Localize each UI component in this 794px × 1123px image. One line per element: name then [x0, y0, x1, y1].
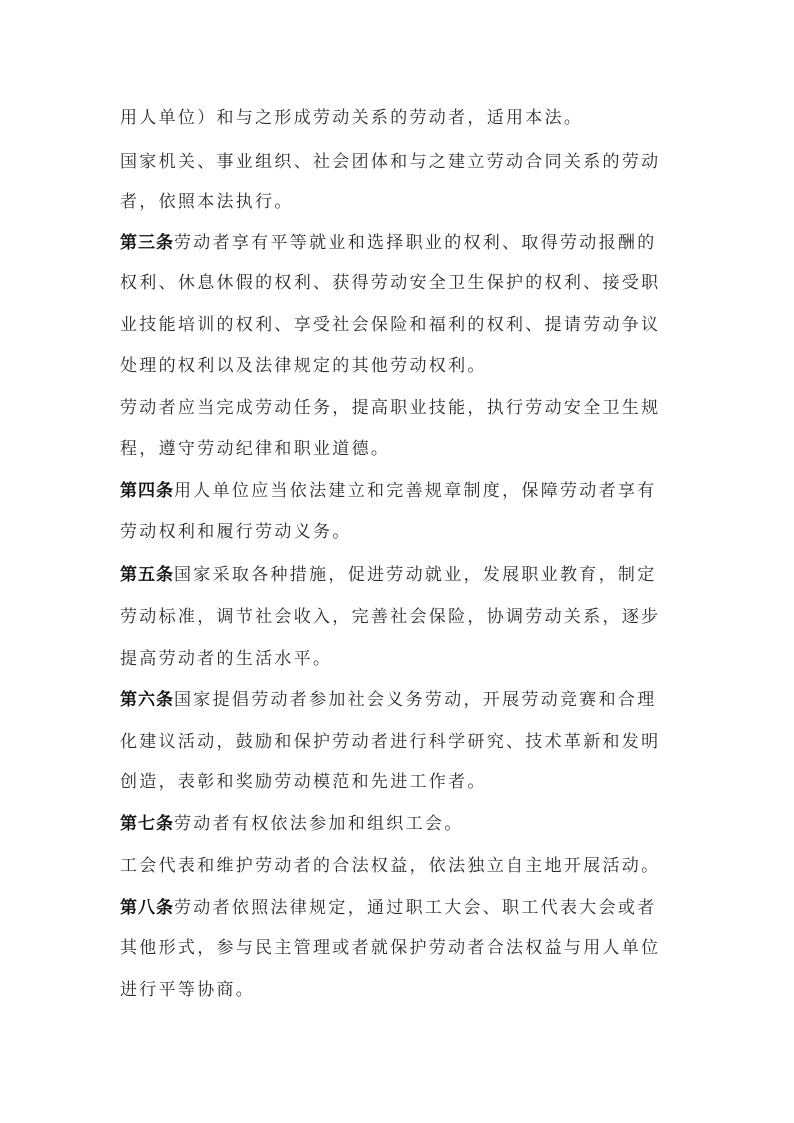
text-line	[120, 106, 583, 130]
text-line	[120, 854, 660, 878]
text-line	[120, 396, 660, 420]
text-line	[120, 936, 660, 960]
text-line	[120, 437, 390, 461]
line-text: 进行平等协商。	[120, 980, 256, 1000]
text-line	[120, 354, 487, 378]
line-text: 权利、休息休假的权利、获得劳动安全卫生保护的权利、接受职	[120, 273, 661, 293]
line-text: 劳动权利和履行劳动义务。	[120, 522, 352, 542]
line-text: 提高劳动者的生活水平。	[120, 649, 333, 669]
text-line	[120, 730, 660, 754]
line-text: 用人单位）和与之形成劳动关系的劳动者，适用本法。	[120, 108, 584, 128]
text-line	[120, 520, 352, 544]
line-text: 劳动者享有平等就业和选择职业的权利、取得劳动报酬的	[174, 233, 657, 253]
article-number: 第七条	[120, 814, 174, 834]
line-text: 者，依照本法执行。	[120, 192, 294, 212]
line-text: 其他形式，参与民主管理或者就保护劳动者合法权益与用人单位	[120, 938, 661, 958]
article-number: 第四条	[120, 481, 174, 501]
text-line	[120, 770, 487, 794]
line-text: 用人单位应当依法建立和完善规章制度，保障劳动者享有	[174, 481, 657, 501]
article-number: 第三条	[120, 233, 174, 253]
article-number: 第八条	[120, 898, 174, 918]
text-line	[120, 479, 657, 503]
line-text: 劳动者有权依法参加和组织工会。	[174, 814, 464, 834]
line-text: 创造，表彰和奖励劳动模范和先进工作者。	[120, 772, 487, 792]
text-line	[120, 896, 657, 920]
line-text: 处理的权利以及法律规定的其他劳动权利。	[120, 356, 487, 376]
text-line	[120, 271, 660, 295]
text-line	[120, 647, 332, 671]
line-text: 国家机关、事业组织、社会团体和与之建立劳动合同关系的劳动	[120, 152, 661, 172]
text-line	[120, 812, 464, 836]
text-line	[120, 231, 657, 255]
line-text: 国家采取各种措施，促进劳动就业，发展职业教育，制定	[174, 565, 657, 585]
line-text: 劳动者依照法律规定，通过职工大会、职工代表大会或者	[174, 898, 657, 918]
line-text: 工会代表和维护劳动者的合法权益，依法独立自主地开展活动。	[120, 856, 661, 876]
text-line	[120, 978, 255, 1002]
article-number: 第五条	[120, 565, 174, 585]
line-text: 程，遵守劳动纪律和职业道德。	[120, 439, 391, 459]
line-text: 劳动者应当完成劳动任务，提高职业技能，执行劳动安全卫生规	[120, 398, 661, 418]
line-text: 国家提倡劳动者参加社会义务劳动，开展劳动竞赛和合理	[174, 690, 657, 710]
text-line	[120, 563, 657, 587]
line-text: 化建议活动，鼓励和保护劳动者进行科学研究、技术革新和发明	[120, 732, 661, 752]
article-number: 第六条	[120, 690, 174, 710]
text-line	[120, 190, 294, 214]
text-line	[120, 688, 657, 712]
text-line	[120, 150, 660, 174]
line-text: 业技能培训的权利、享受社会保险和福利的权利、提请劳动争议	[120, 315, 661, 335]
text-line	[120, 313, 660, 337]
text-line	[120, 605, 660, 629]
line-text: 劳动标准，调节社会收入，完善社会保险，协调劳动关系，逐步	[120, 607, 661, 627]
